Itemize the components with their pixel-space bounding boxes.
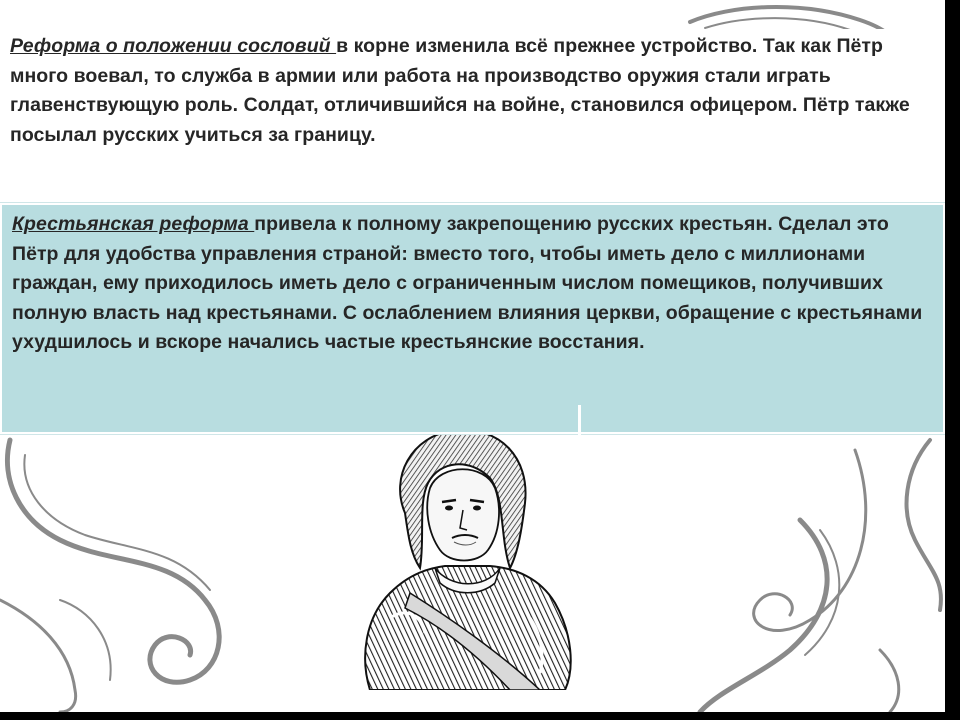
divider-tick [578,405,581,438]
peter-the-great-portrait-icon [350,418,580,690]
frame-bottom-bar [0,712,960,720]
peasant-reform-paragraph [0,203,945,434]
estates-reform-text: в корне изменила всё прежнее устройство. Так как Пётр много воевал, то служба в армии или работа на производство оружия стали играть главенствующую роль. Солдат, отличившийся на войне, становился офицером. Пётр также посылал русских учиться за границу. [10,35,910,146]
frame-right-bar [945,0,960,720]
peasant-reform-text: привела к полному закрепощению русских крестьян. Сделал это Пётр для удобства управления страной: вместо того, чтобы иметь дело с миллионами граждан, ему приходилось иметь дело с ограниченным числом помещиков, получивших полную власть над крестьянами. С ослаблением влияния церкви, обращение с крестьянами ухудшилось и вскоре начались частые крестьянские восстания. [12,213,923,353]
peasant-reform-lead: Крестьянская реформа [12,213,255,235]
estates-reform-paragraph [0,29,945,191]
estates-reform-lead: Реформа о положении сословий [10,35,337,57]
